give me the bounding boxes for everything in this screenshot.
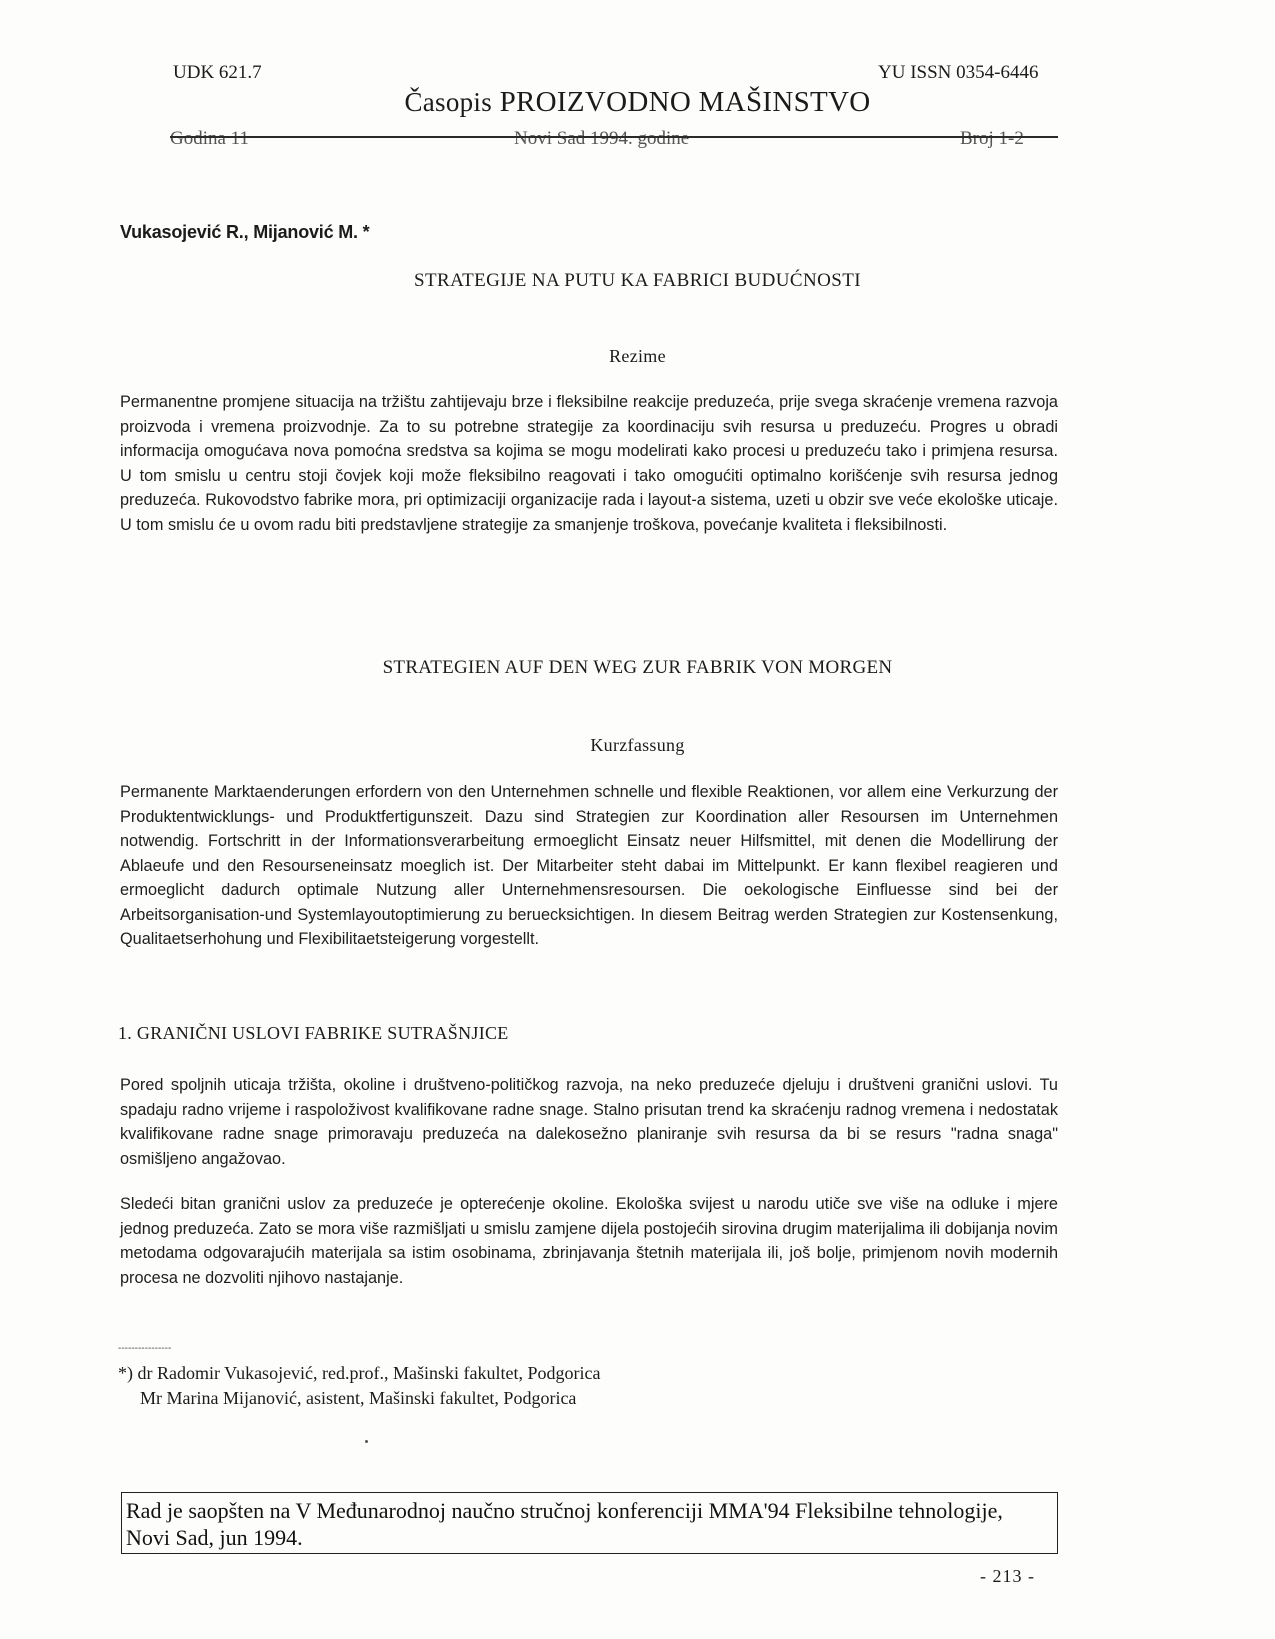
udk-code: UDK 621.7 xyxy=(173,62,262,83)
kurzfassung-heading: Kurzfassung xyxy=(590,735,685,755)
footnote-line-2: Mr Marina Mijanović, asistent, Mašinski fakultet, Podgorica xyxy=(140,1388,577,1408)
rezime-heading: Rezime xyxy=(609,346,666,366)
journal-title xyxy=(0,86,1275,119)
kurzfassung-text: Permanente Marktaenderungen erfordern von den Unternehmen schnelle und flexible Reaktionen, vor allem eine Verkurzung der Produktentwicklungs- und Produktfertigunszeit. Dazu sind Strategien zur Koordination aller Resoursen im Unternehmen notwendig. Fortschritt in der Informationsverarbeitung ermoeglicht Einsatz neuer Hilfsmittel, mit denen die Modellirung der Ablaeufe und den Resourseneinsatz moeglich ist. Der Mitarbeiter steht dabai im Mittelpunkt. Er kann flexibel reagieren und ermoeglicht dadurch optimale Nutzung aller Unternehmensresoursen. Die oekologische Einfluesse sind bei der Arbeitsorganisation-und Systemlayoutoptimierung zu beruecksichtigen. In diesem Beitrag werden Strategien zur Kostensenkung, Qualitaetserhohung und Flexibilitaetsteigerung vorgestellt. xyxy=(120,783,1058,948)
header-cut-right: Broj 1-2 xyxy=(960,128,1024,149)
page-number: - 213 - xyxy=(980,1566,1035,1586)
header-cut-line xyxy=(170,122,1058,149)
header-cut-left: Godina 11 xyxy=(170,128,249,149)
authors: Vukasojević R., Mijanović M. * xyxy=(120,222,370,242)
section-1-heading: 1. GRANIČNI USLOVI FABRIKE SUTRAŠNJICE xyxy=(118,1023,509,1043)
footnote-separator: ---------------- xyxy=(118,1343,172,1354)
footnote-line-1: *) dr Radomir Vukasojević, red.prof., Mašinski fakultet, Podgorica xyxy=(118,1363,601,1383)
journal-prefix: Časopis xyxy=(404,87,493,117)
article-title-sr: STRATEGIJE NA PUTU KA FABRICI BUDUĆNOSTI xyxy=(414,270,861,291)
header-rule xyxy=(170,136,1058,138)
section-1-paragraph-1: Pored spoljnih uticaja tržišta, okoline i društveno-političkog razvoja, na neko preduzeće djeluju i društveni granični uslovi. Tu spadaju radno vrijeme i raspoloživost kvalifikovane radne snage. Stalno prisutan trend ka skraćenju radnog vremena i nedostatak kvalifikovane radne snage primoravaju preduzeća na dalekosežno planiranje svih resursa da bi se resurs "radna snaga" osmišljeno angažovao. xyxy=(120,1076,1058,1168)
article-title-de: STRATEGIEN AUF DEN WEG ZUR FABRIK VON MORGEN xyxy=(382,657,893,678)
conference-note-box: Rad je saopšten na V Međunarodnoj naučno stručnoj konferenciji MMA'94 Fleksibilne tehnologije, Novi Sad, jun 1994. xyxy=(121,1492,1058,1554)
header-cut-mid: Novi Sad 1994. godine xyxy=(514,128,690,149)
issn-code: YU ISSN 0354-6446 xyxy=(878,62,1039,83)
rezime-text: Permanentne promjene situacija na tržištu zahtijevaju brze i fleksibilne reakcije preduzeća, prije svega skraćenje vremena razvoja proizvoda i vremena proizvodnje. Za to su potrebne strategije za koordinaciju svih resursa u preduzeću. Progres u obradi informacija omogućava nova pomoćna sredstva sa kojima se mogu modelirati kako procesi u preduzeću tako i primjena resursa. U tom smislu u centru stoji čovjek koji može fleksibilno reagovati i tako omogućiti optimalno korišćenje svih resursa jednog preduzeća. Rukovodstvo fabrike mora, pri optimizaciji organizacije rada i layout-a sistema, uzeti u obzir sve veće ekološke uticaje. U tom smislu će u ovom radu biti predstavljene strategije za smanjenje troškova, povećanje kvaliteta i fleksibilnosti. xyxy=(120,393,1058,534)
scan-dot xyxy=(365,1440,368,1443)
journal-name: PROIZVODNO MAŠINSTVO xyxy=(499,86,871,118)
section-1-paragraph-2: Sledeći bitan granični uslov za preduzeće je opterećenje okoline. Ekološka svijest u narodu utiče sve više na odluke i mjere jednog preduzeća. Zato se mora više razmišljati u smislu zamjene dijela postojećih sirovina drugim materijalima ili dobijanja novim metodama odgovarajućih materijala sa istim osobinama, zbrinjavanja štetnih materijala ili, još bolje, primjenom novih modernih procesa ne dozvoliti njihovo nastajanje. xyxy=(120,1195,1058,1287)
